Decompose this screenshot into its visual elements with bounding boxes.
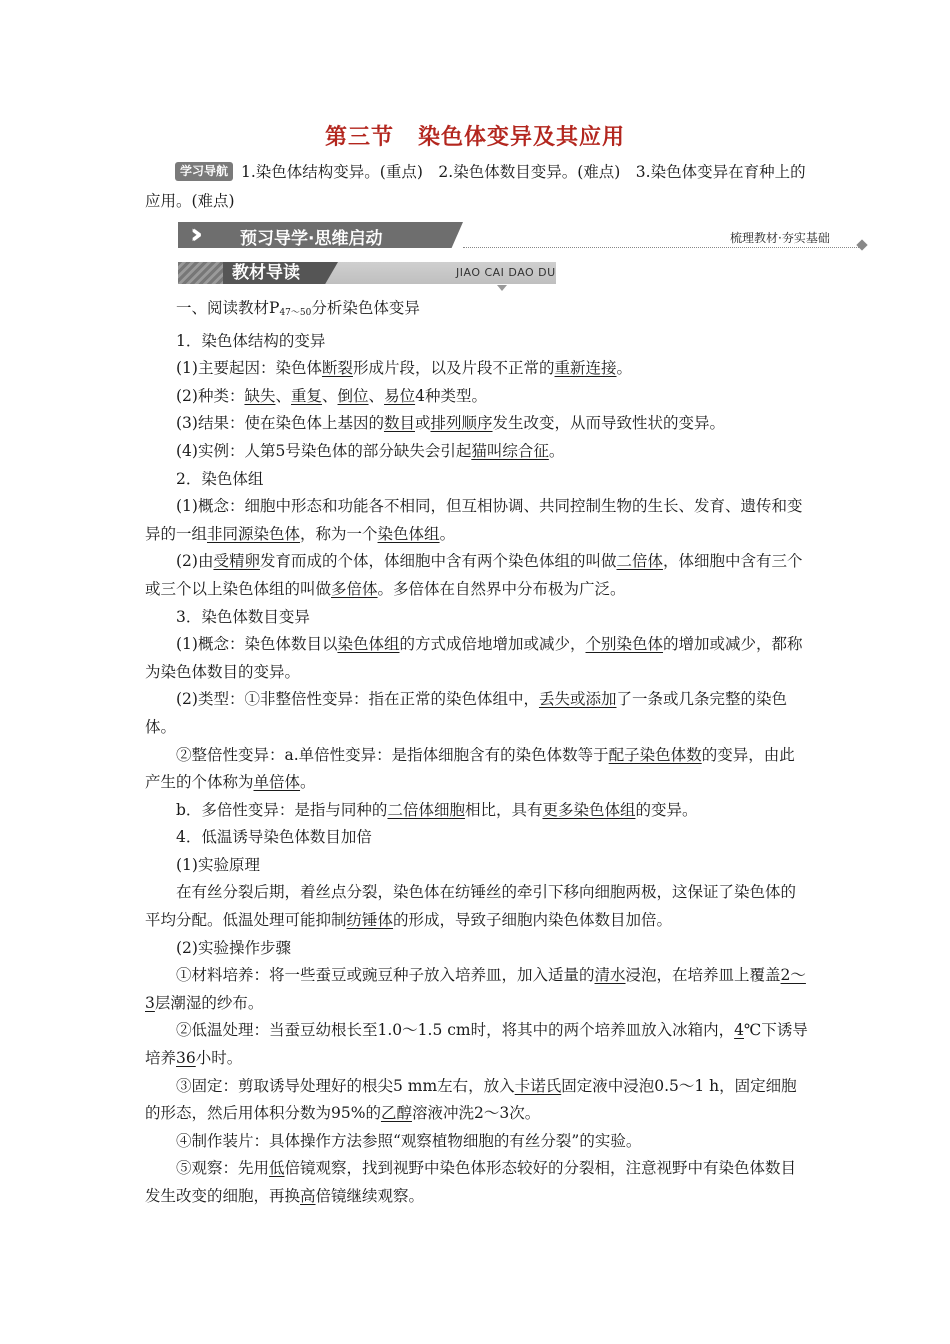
key-term: 低 (269, 1159, 285, 1178)
section-name: 染色体变异及其应用 (418, 125, 626, 150)
text-run: 。 (616, 359, 633, 378)
paragraph (145, 879, 810, 934)
text-run: 。 (300, 773, 316, 792)
text-run: 。 (548, 441, 565, 460)
banner-divider (463, 247, 863, 248)
text-run: 的变异。 (635, 800, 698, 819)
textbook-banner-pinyin: JIAO CAI DAO DU (456, 266, 556, 279)
textbook-banner-title: 教材导读 (232, 263, 300, 283)
key-term: 丢失或添加 (538, 690, 617, 709)
key-term: 配子染色体数 (608, 745, 702, 764)
key-term: 清水 (594, 966, 626, 985)
paragraph (145, 548, 810, 603)
key-term: 更多染色体组 (542, 800, 636, 819)
key-term: 非同源染色体 (207, 524, 301, 543)
text-run: (2)实验操作步骤 (176, 938, 291, 957)
key-term: 纺锤体 (346, 911, 394, 930)
key-term: 染色体组 (377, 524, 440, 543)
paragraph (145, 742, 810, 797)
paragraph (145, 797, 810, 825)
text-run: 溶液冲洗2～3次。 (411, 1104, 541, 1123)
text-run: ③固定：剪取诱导处理好的根尖5 mm左右，放入 (176, 1076, 515, 1095)
key-term: 多倍体 (331, 579, 378, 598)
text-run: ①材料培养：将一些蚕豆或豌豆种子放入培养皿，加入适量的 (176, 966, 595, 985)
key-term: 高 (300, 1187, 316, 1205)
key-term: 断裂 (321, 359, 353, 378)
text-run: 的方式成倍地增加或减少， (399, 635, 586, 654)
paragraph (145, 852, 810, 880)
text-run: ②低温处理：当蚕豆幼根长至1.0～1.5 cm时，将其中的两个培养皿放入冰箱内， (176, 1021, 735, 1040)
learning-guide-badge: 学习导航 (175, 162, 233, 181)
text-run: ④制作装片：具体操作方法参照“观察植物细胞的有丝分裂”的实验。 (176, 1131, 642, 1150)
paragraph (145, 383, 810, 411)
section-number: 第三节 (324, 125, 394, 150)
text-run: 、 (322, 386, 338, 405)
text-run: 的形成，导致子细胞内染色体数目加倍。 (393, 911, 673, 930)
text-run: 4．低温诱导染色体数目加倍 (176, 828, 372, 847)
text-run: (2)类型：①非整倍性变异：指在正常的染色体组中， (176, 690, 539, 709)
paragraph (145, 686, 810, 741)
paragraph (145, 631, 810, 686)
key-term: 个别染色体 (585, 635, 664, 654)
double-chevron-icon: ›› (190, 217, 194, 250)
text-run: (1)概念：染色体数目以 (176, 635, 338, 654)
text-run: (1)主要起因：染色体 (176, 359, 322, 378)
learning-guide-text: 1.染色体结构变异。(重点) 2.染色体数目变异。(难点) 3.染色体变异在育种上的应用。(难点) (145, 163, 806, 210)
key-term: 受精卵 (213, 552, 260, 571)
text-run: ，体细胞中含有三个或三个以上染色体组的叫做 (145, 552, 803, 598)
paragraph (145, 355, 810, 383)
text-run: (1)概念：细胞中形态和功能各不相同，但互相协调、共同控制生物的生长、发育、遗传和变异的一组 (145, 497, 803, 543)
text-run: 4种类型。 (415, 386, 487, 405)
paragraph (145, 935, 810, 963)
learning-guide (145, 158, 810, 216)
key-term: 数目 (383, 414, 415, 433)
text-run: 了一条或几条完整的染色体。 (145, 690, 787, 736)
text-run: 层潮湿的纱布。 (154, 993, 264, 1012)
text-run: (2)种类： (176, 386, 245, 405)
key-term: 猫叫综合征 (471, 441, 549, 460)
text-run: 固定液中浸泡0.5～1 h，固定细胞的形态，然后用体积分数为95%的 (145, 1076, 797, 1123)
key-term: 二倍体 (616, 552, 664, 571)
section-title (0, 120, 950, 151)
text-run: b．多倍性变异：是指与同种的 (176, 800, 388, 819)
text-run: 在有丝分裂后期，着丝点分裂，染色体在纺锤丝的牵引下移向细胞两极，这保证了染色体的平均分配。低温处理可能抑制 (145, 883, 797, 930)
text-run: (1)实验原理 (176, 855, 260, 874)
paragraph (145, 824, 810, 852)
paragraph (145, 295, 810, 328)
text-run: 。多倍体在自然界中分布极为广泛。 (377, 579, 626, 598)
key-term: 乙醇 (380, 1104, 412, 1123)
text-run: 浸泡，在培养皿上覆盖 (625, 966, 781, 985)
text-run: 倍镜继续观察。 (315, 1187, 425, 1205)
text-run: 2．染色体组 (176, 469, 264, 488)
triangle-down-icon (497, 285, 507, 291)
paragraph (145, 1155, 810, 1210)
page-range-subscript: 47～50 (279, 308, 312, 318)
key-term: 染色体组 (337, 635, 400, 654)
paragraph (145, 328, 810, 356)
key-term: 排列顺序 (430, 414, 493, 433)
key-term: 2～3 (145, 966, 806, 1012)
key-term: 倒位 (337, 386, 369, 405)
text-run: 发育而成的个体，体细胞中含有两个染色体组的叫做 (259, 552, 617, 571)
key-term: 缺失 (244, 386, 276, 405)
text-run: 相比，具有 (464, 800, 543, 819)
text-run: 。 (439, 524, 456, 543)
text-run: 形成片段，以及片段不正常的 (352, 359, 555, 378)
text-run: ⑤观察：先用 (176, 1159, 270, 1178)
key-term: 卡诺氏 (514, 1076, 562, 1095)
text-run: 发生改变，从而导致性状的变异。 (492, 414, 726, 433)
text-run: 的增加或减少，都称为染色体数目的变异。 (145, 635, 803, 681)
text-run: 3．染色体数目变异 (176, 607, 310, 626)
text-run: 一、阅读教材P (176, 299, 280, 317)
key-term: 单倍体 (253, 773, 301, 792)
text-run: 分析染色体变异 (311, 299, 420, 317)
text-run: (3)结果：使在染色体上基因的 (176, 414, 384, 433)
key-term: 易位 (384, 386, 416, 405)
text-run: ，称为一个 (300, 524, 378, 543)
preview-banner-subtitle: 梳理教材·夯实基础 (730, 231, 830, 245)
paragraph (145, 1073, 810, 1128)
text-run: 倍镜观察，找到视野中染色体形态较好的分裂相，注意视野中有染色体数目发生改变的细胞，再换 (145, 1159, 797, 1205)
paragraph (145, 466, 810, 494)
key-term: 4 (734, 1021, 744, 1040)
content-body (145, 295, 810, 1211)
paragraph (145, 604, 810, 632)
preview-banner-title: 预习导学·思维启动 (240, 229, 383, 249)
key-term: 重新连接 (554, 359, 617, 378)
paragraph (145, 1128, 810, 1156)
key-term: 重复 (291, 386, 323, 405)
text-run: ②整倍性变异：a.单倍性变异：是指体细胞含有的染色体数等于 (176, 745, 609, 764)
paragraph (145, 438, 810, 466)
paragraph (145, 962, 810, 1017)
key-term: 36 (176, 1049, 196, 1068)
text-run: (4)实例：人第5号染色体的部分缺失会引起 (176, 441, 472, 460)
paragraph (145, 1017, 810, 1072)
text-run: 或 (414, 414, 431, 433)
text-run: 1．染色体结构的变异 (176, 331, 326, 350)
key-term: 二倍体细胞 (387, 800, 465, 819)
text-run: ℃下诱导培养 (145, 1021, 808, 1068)
text-run: (2)由 (176, 552, 214, 571)
text-run: 、 (368, 386, 385, 405)
diamond-icon (856, 239, 867, 250)
paragraph (145, 410, 810, 438)
hatch-decoration (178, 262, 223, 284)
text-run: 的变异，由此产生的个体称为 (145, 745, 795, 792)
text-run: 小时。 (195, 1049, 243, 1068)
paragraph (145, 493, 810, 548)
text-run: 、 (275, 386, 291, 405)
